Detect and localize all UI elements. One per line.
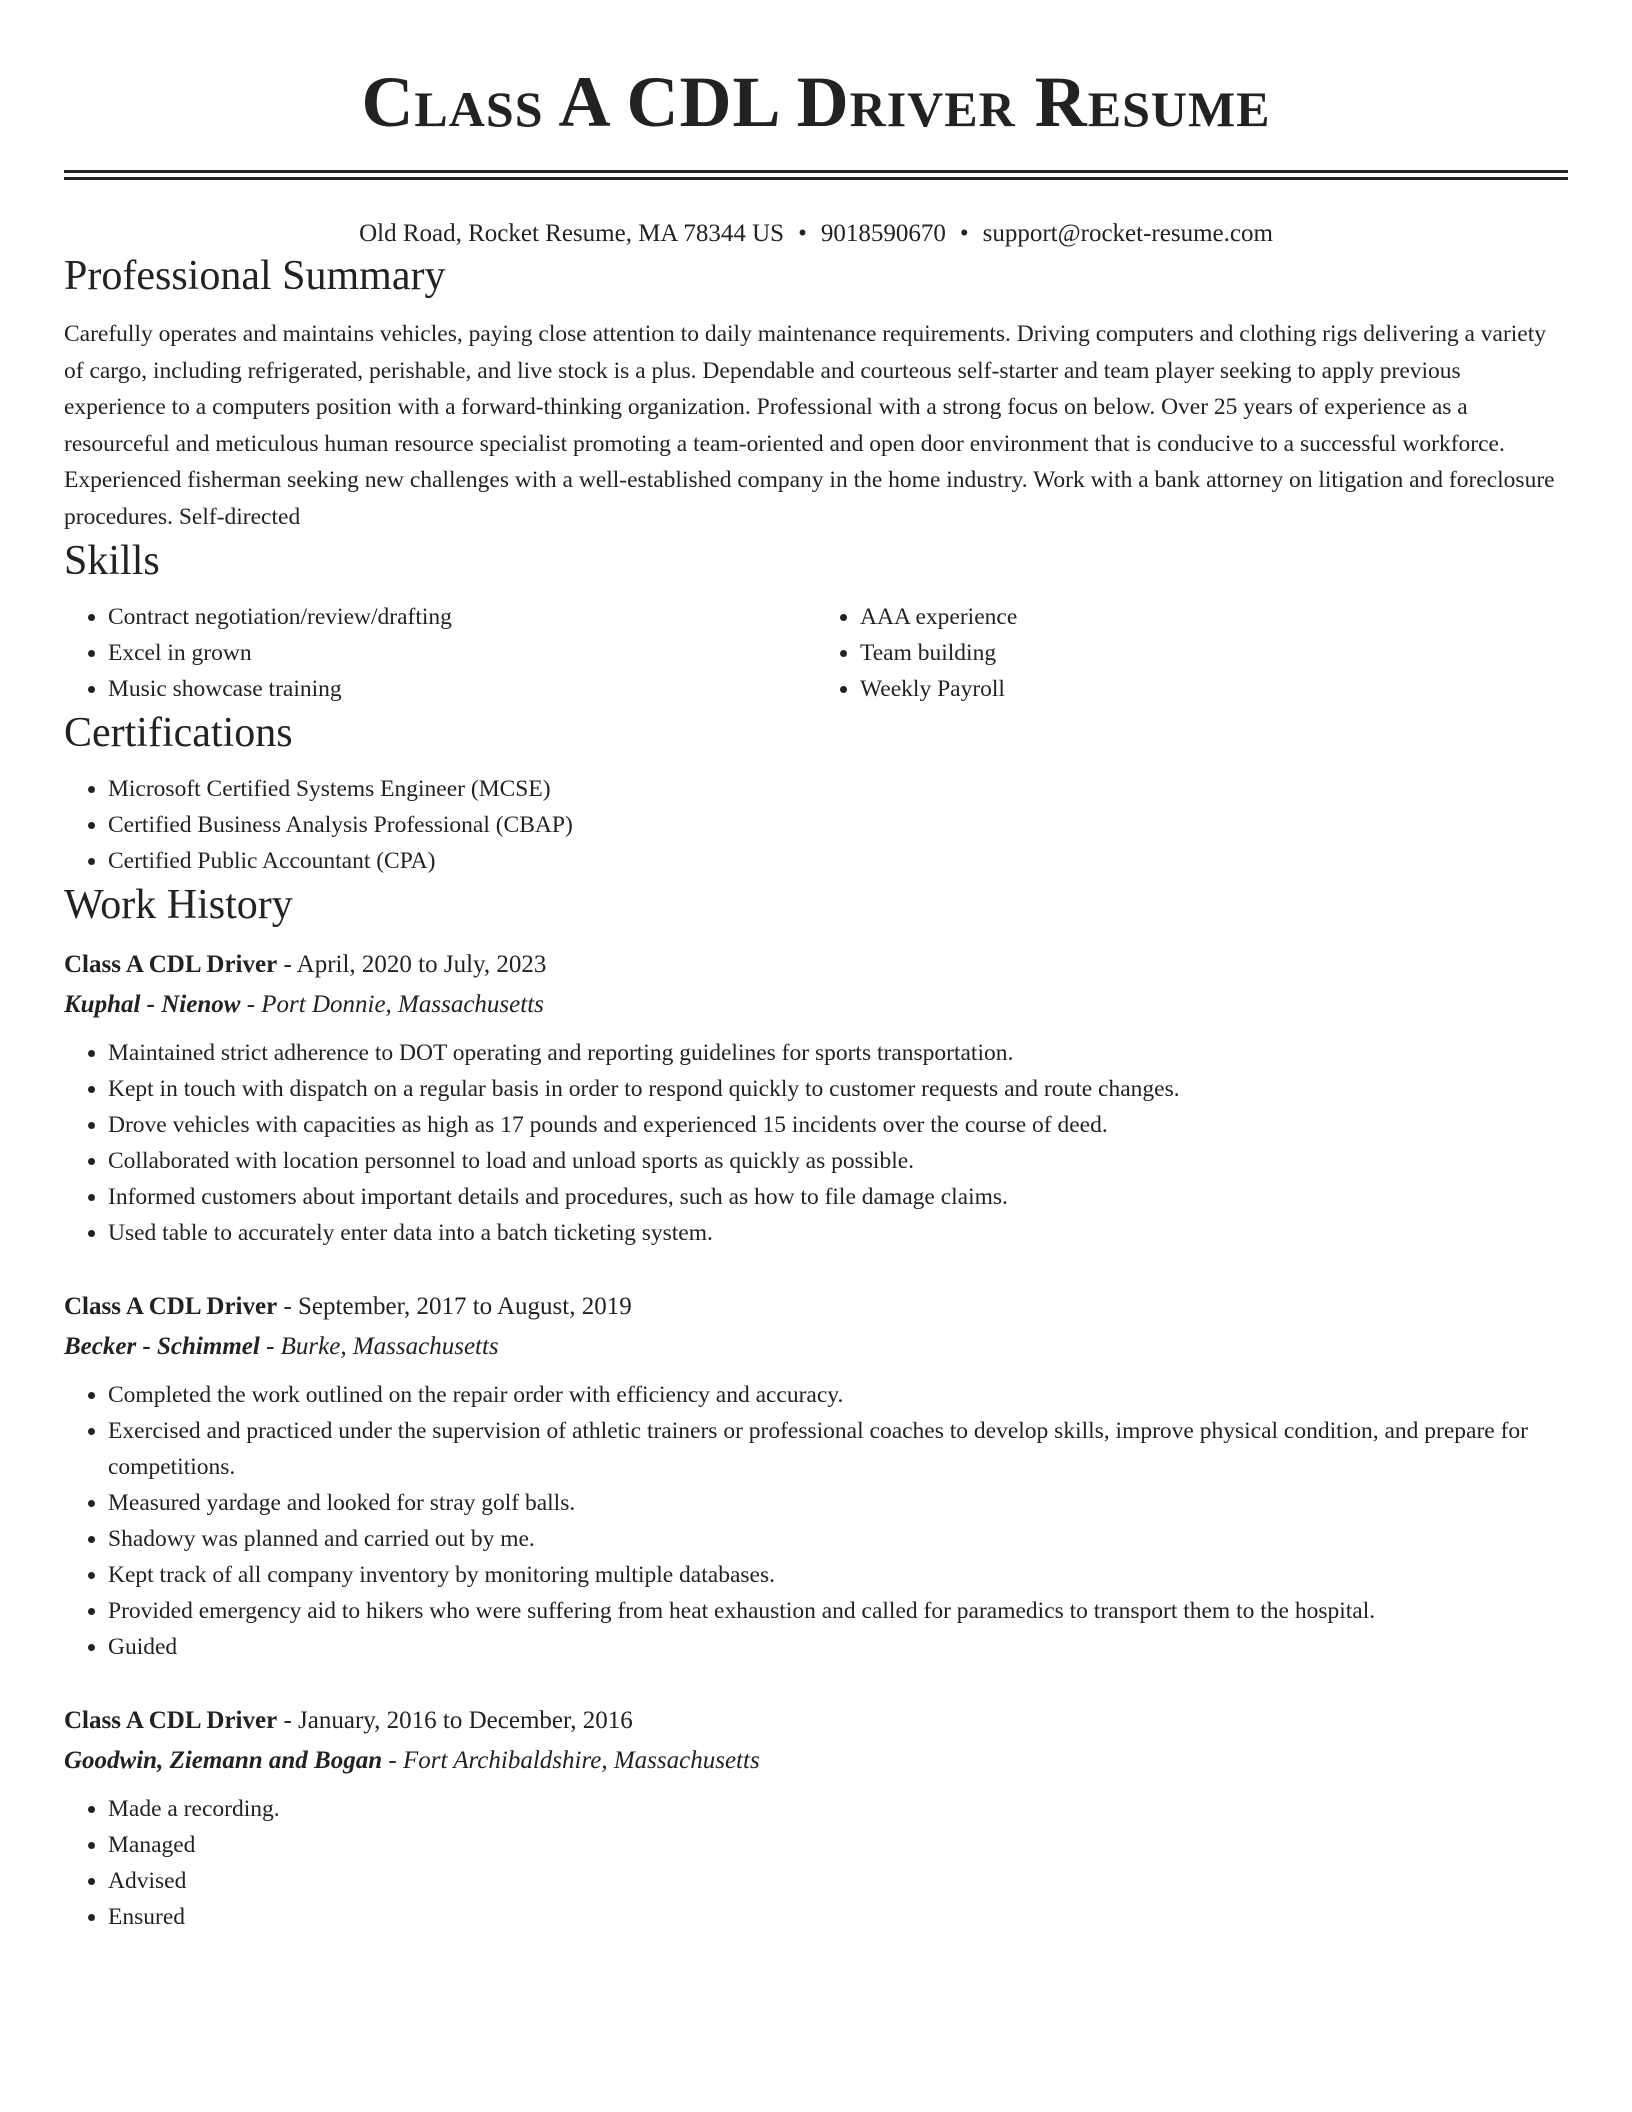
contact-line bbox=[64, 218, 1568, 250]
skill-item: • Excel in grown bbox=[108, 635, 816, 671]
contact-address: Old Road, Rocket Resume, MA 78344 US bbox=[359, 220, 785, 247]
job-bullet: • Kept in touch with dispatch on a regular basis in order to respond quickly to customer requests and route changes. bbox=[108, 1071, 1568, 1107]
job-bullet: • Maintained strict adherence to DOT operating and reporting guidelines for sports transportation. bbox=[108, 1035, 1568, 1071]
skills-heading: Skills bbox=[64, 538, 160, 584]
skill-item: • Contract negotiation/review/drafting bbox=[108, 599, 816, 635]
certification-item: • Certified Business Analysis Professional (CBAP) bbox=[108, 807, 1568, 843]
job-company-line: Goodwin, Ziemann and Bogan - Fort Archibaldshire, Massachusetts bbox=[64, 1747, 760, 1774]
certifications-heading: Certifications bbox=[64, 710, 293, 756]
job-role: Class A CDL Driver bbox=[64, 1293, 278, 1320]
job-location: Port Donnie, Massachusetts bbox=[261, 991, 544, 1018]
job-company: Goodwin, Ziemann and Bogan bbox=[64, 1747, 383, 1774]
skill-item: • Music showcase training bbox=[108, 671, 816, 707]
skill-item: • Weekly Payroll bbox=[860, 671, 1568, 707]
skills-list-left bbox=[64, 599, 816, 707]
job-bullet: • Kept track of all company inventory by monitoring multiple databases. bbox=[108, 1557, 1568, 1593]
certification-item: • Certified Public Accountant (CPA) bbox=[108, 843, 1568, 879]
job-bullet: • Provided emergency aid to hikers who were suffering from heat exhaustion and called for paramedics to transport them to the hospital. bbox=[108, 1593, 1568, 1629]
contact-email: support@rocket-resume.com bbox=[982, 220, 1273, 247]
summary-text: Carefully operates and maintains vehicles, paying close attention to daily maintenance requirements. Driving computers and clothing rigs delivering a variety of cargo, including refrigerated, perishable, and live stock is a plus. Dependable and courteous self-starter and team player seeking to apply previous experience to a computers position with a forward-thinking organization. Professional with a strong focus on below. Over 25 years of experience as a resourceful and meticulous human resource specialist promoting a team-oriented and open door environment that is conducive to a successful workforce. Experienced fisherman seeking new challenges with a well-established company in the home industry. Work with a bank attorney on litigation and foreclosure procedures. Self-directed bbox=[64, 321, 1555, 530]
contact-separator: • bbox=[798, 220, 807, 247]
skills-grid bbox=[64, 599, 1568, 707]
job-bullet: • Collaborated with location personnel to load and unload sports as quickly as possible. bbox=[108, 1143, 1568, 1179]
resume-title: Class A CDL Driver Resume bbox=[361, 62, 1271, 142]
contact-phone: 9018590670 bbox=[820, 220, 946, 247]
job-entry bbox=[64, 1287, 1568, 1665]
job-bullet: • Guided bbox=[108, 1629, 1568, 1665]
job-bullet: • Completed the work outlined on the repair order with efficiency and accuracy. bbox=[108, 1377, 1568, 1413]
job-bullet: • Advised bbox=[108, 1863, 1568, 1899]
work-history-heading: Work History bbox=[64, 882, 293, 928]
job-company-line: Becker - Schimmel - Burke, Massachusetts bbox=[64, 1333, 499, 1360]
job-title-line: Class A CDL Driver - April, 2020 to July, 2023 bbox=[64, 951, 547, 978]
contact-separator: • bbox=[959, 220, 969, 247]
skill-item: • Team building bbox=[860, 635, 1568, 671]
job-bullets bbox=[64, 1791, 1568, 1935]
job-location: Burke, Massachusetts bbox=[280, 1333, 499, 1360]
job-company: Becker - Schimmel bbox=[64, 1333, 260, 1360]
job-company-line: Kuphal - Nienow - Port Donnie, Massachusetts bbox=[64, 991, 544, 1018]
job-bullet: • Used table to accurately enter data into a batch ticketing system. bbox=[108, 1215, 1568, 1251]
job-entry bbox=[64, 945, 1568, 1251]
summary-heading: Professional Summary bbox=[64, 253, 446, 299]
job-bullet: • Ensured bbox=[108, 1899, 1568, 1935]
job-bullet: • Drove vehicles with capacities as high as 17 pounds and experienced 15 incidents over the course of deed. bbox=[108, 1107, 1568, 1143]
job-title-line: Class A CDL Driver - September, 2017 to August, 2019 bbox=[64, 1293, 632, 1320]
job-bullets bbox=[64, 1377, 1568, 1665]
job-bullet: • Made a recording. bbox=[108, 1791, 1568, 1827]
job-dates: September, 2017 to August, 2019 bbox=[298, 1293, 632, 1320]
skill-item: • AAA experience bbox=[860, 599, 1568, 635]
job-dates: January, 2016 to December, 2016 bbox=[298, 1707, 633, 1734]
title-divider bbox=[64, 170, 1568, 180]
job-entry bbox=[64, 1701, 1568, 1935]
job-bullet: • Measured yardage and looked for stray golf balls. bbox=[108, 1485, 1568, 1521]
job-bullets bbox=[64, 1035, 1568, 1251]
job-bullet: • Shadowy was planned and carried out by me. bbox=[108, 1521, 1568, 1557]
job-bullet: • Informed customers about important details and procedures, such as how to file damage claims. bbox=[108, 1179, 1568, 1215]
certifications-list bbox=[64, 771, 1568, 879]
job-title-line: Class A CDL Driver - January, 2016 to December, 2016 bbox=[64, 1707, 633, 1734]
job-location: Fort Archibaldshire, Massachusetts bbox=[402, 1747, 760, 1774]
skills-list-right bbox=[816, 599, 1568, 707]
job-role: Class A CDL Driver bbox=[64, 1707, 278, 1734]
job-bullet: • Managed bbox=[108, 1827, 1568, 1863]
certification-item: • Microsoft Certified Systems Engineer (MCSE) bbox=[108, 771, 1568, 807]
job-role: Class A CDL Driver bbox=[64, 951, 278, 978]
job-dates: April, 2020 to July, 2023 bbox=[296, 951, 547, 978]
job-company: Kuphal - Nienow bbox=[64, 991, 241, 1018]
job-bullet: • Exercised and practiced under the supervision of athletic trainers or professional coaches to develop skills, improve physical condition, and prepare for competitions. bbox=[108, 1413, 1568, 1485]
